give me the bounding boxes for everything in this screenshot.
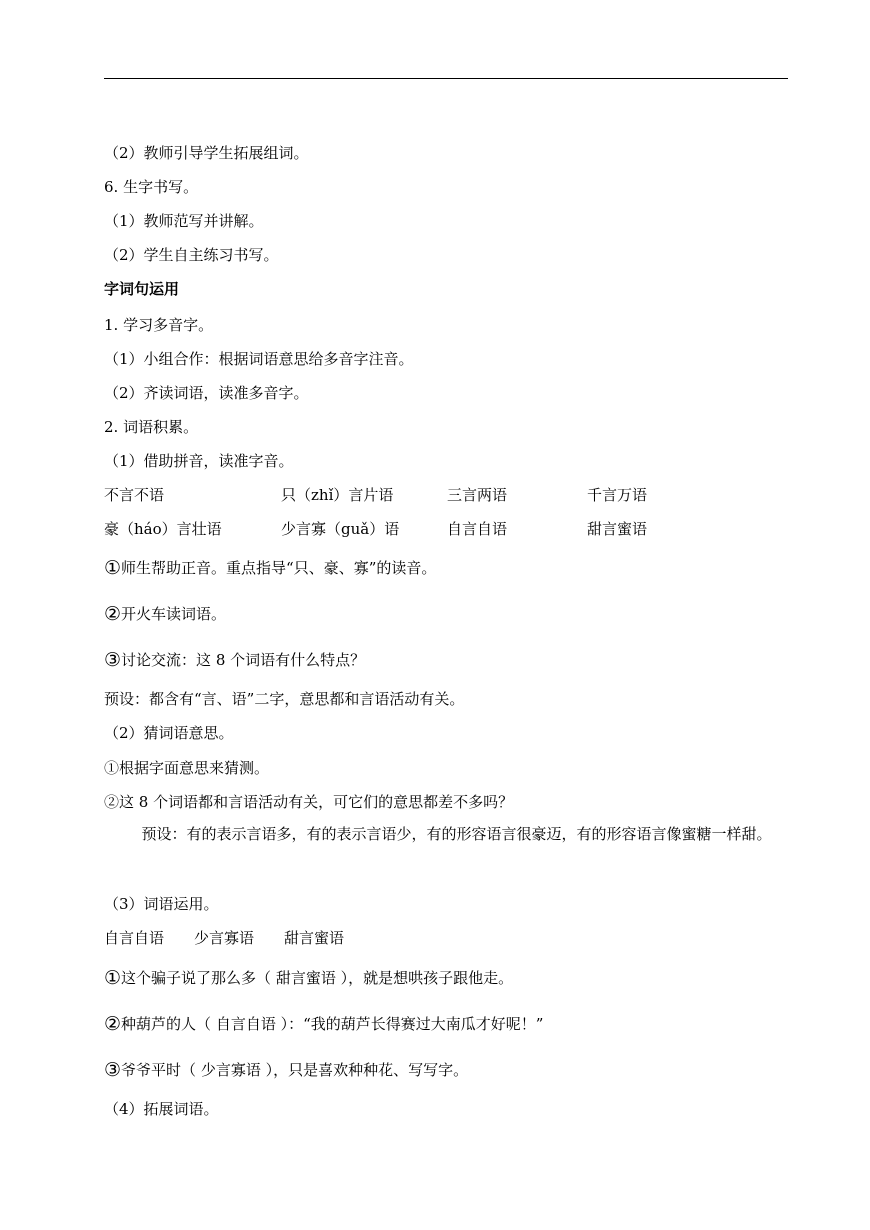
section-heading: 字词句运用: [104, 280, 180, 298]
circled-marker: ③: [104, 649, 122, 671]
step-text: 讨论交流：这 8 个词语有什么特点？: [121, 651, 366, 669]
usage-sentence: [104, 1014, 543, 1034]
word-cell: 不言不语: [104, 486, 165, 504]
header-rule: [104, 78, 788, 79]
usage-sentence: [104, 968, 513, 988]
sentence-text: 种葫芦的人（ 自言自语 ）：“我的葫芦长得赛过大南瓜才好呢！”: [121, 1015, 544, 1033]
circled-marker: ②: [104, 1013, 122, 1035]
text-line: （2）学生自主练习书写。: [104, 246, 279, 264]
word-cell: 千言万语: [587, 486, 648, 504]
circled-marker: ③: [104, 1059, 122, 1081]
section-item: 1. 学习多音字。: [104, 316, 214, 334]
text-line: （3）词语运用。: [104, 895, 219, 913]
usage-sentence: [104, 1060, 468, 1080]
circled-step: [104, 558, 436, 578]
step-text: 开火车读词语。: [121, 605, 227, 623]
text-line: （2）猜词语意思。: [104, 724, 234, 742]
text-line: （1）借助拼音，读准字音。: [104, 452, 294, 470]
text-line: 自言自语 少言寡语 甜言蜜语: [104, 929, 345, 947]
word-cell: 甜言蜜语: [587, 520, 648, 538]
circled-marker: ①: [104, 967, 122, 989]
step-text: 师生帮助正音。重点指导“只、豪、寡”的读音。: [121, 559, 437, 577]
paragraph: 预设：有的表示言语多，有的表示言语少，有的形容语言很豪迈，有的形容语言像蜜糖一样甜。: [141, 825, 772, 843]
circled-marker: ②: [104, 603, 122, 625]
circled-step: [104, 650, 365, 670]
section-item: 2. 词语积累。: [104, 418, 199, 436]
text-line: ①根据字面意思来猜测。: [104, 759, 270, 777]
text-line: ②这 8 个词语都和言语活动有关，可它们的意思都差不多吗？: [104, 793, 514, 811]
word-cell: 只（zhǐ）言片语: [281, 486, 394, 504]
text-line: （4）拓展词语。: [104, 1100, 219, 1118]
text-line: （1）教师范写并讲解。: [104, 212, 264, 230]
word-cell: 三言两语: [447, 486, 508, 504]
word-cell: 少言寡（guǎ）语: [281, 520, 400, 538]
section-item: 6. 生字书写。: [104, 178, 199, 196]
circled-marker: ①: [104, 557, 122, 579]
word-cell: 自言自语: [447, 520, 508, 538]
text-line: （1）小组合作：根据词语意思给多音字注音。: [104, 350, 414, 368]
text-line: 预设：都含有“言、语”二字，意思都和言语活动有关。: [104, 690, 465, 708]
sentence-text: 这个骗子说了那么多（ 甜言蜜语 ），就是想哄孩子跟他走。: [121, 969, 514, 987]
circled-step: [104, 604, 226, 624]
sentence-text: 爷爷平时（ 少言寡语 ），只是喜欢种种花、写写字。: [121, 1061, 469, 1079]
word-cell: 豪（háo）言壮语: [104, 520, 222, 538]
text-line: （2）教师引导学生拓展组词。: [104, 144, 309, 162]
text-line: （2）齐读词语，读准多音字。: [104, 384, 309, 402]
